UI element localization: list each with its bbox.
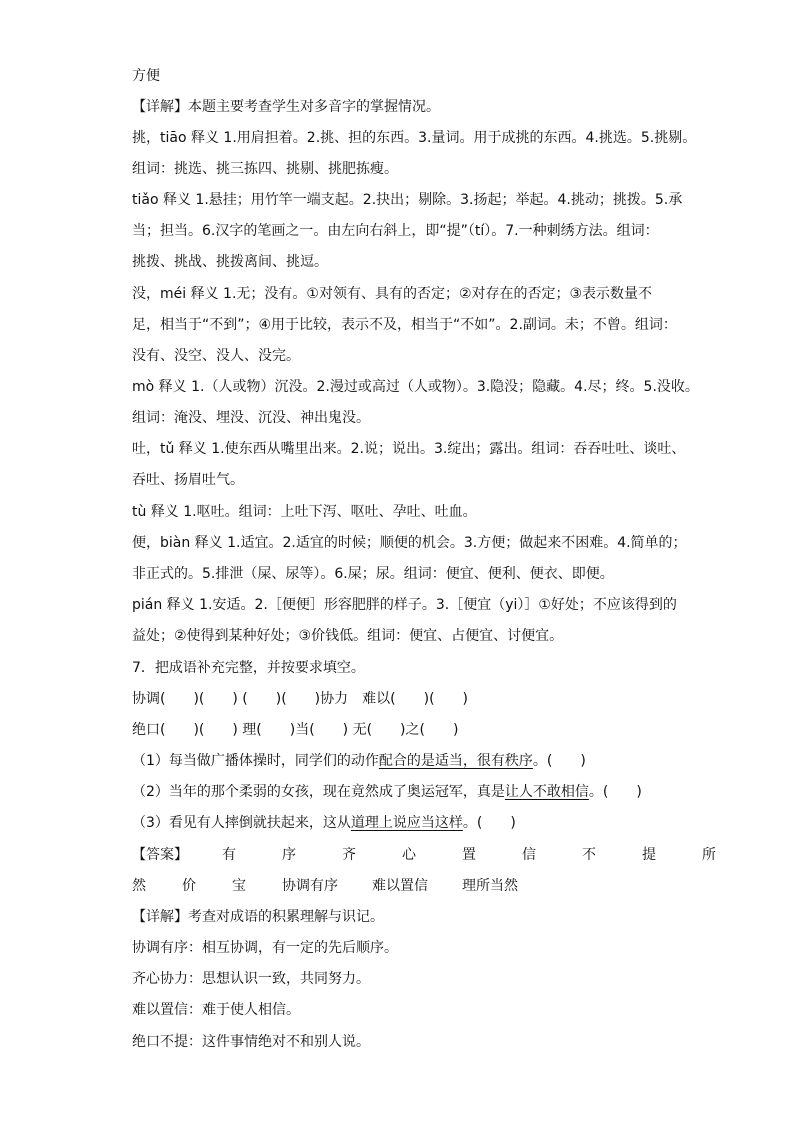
answer-idiom: 协调有序 — [282, 878, 338, 894]
idiom-explanation-1: 协调有序：相互协调，有一定的先后顺序。 — [132, 940, 398, 956]
idiom-explanation-3: 难以置信：难于使人相信。 — [132, 1002, 300, 1018]
answer-char: 有 — [222, 847, 236, 863]
line-15: tù 释义 1.呕吐。组词：上吐下泻、呕吐、孕吐、吐血。 — [132, 504, 477, 520]
answer-char: 心 — [402, 847, 416, 863]
q3-blank: 。( ) — [462, 815, 516, 831]
q3-text: （3）看见有人摔倒就扶起来，这从 — [132, 815, 351, 831]
line-9: 足，相当于“不到”；④用于比较，表示不及，相当于“不如”。2.副词。未；不曾。组词： — [132, 317, 677, 333]
answer-idiom: 难以置信 — [372, 878, 428, 894]
explanation-heading: 【详解】考查对成语的积累理解与识记。 — [132, 909, 384, 925]
answer-char: 然 — [132, 878, 146, 894]
line-5: tiǎo 释义 1.悬挂；用竹竿一端支起。2.抉出；剔除。3.扬起；举起。4.挑动；挑拨。5.承 — [132, 192, 683, 208]
q1-text: （1）每当做广播体操时，同学们的动作 — [132, 753, 379, 769]
answer-row-1 — [132, 845, 716, 865]
q2-underlined: 让人不敢相信 — [504, 784, 589, 800]
q2-text: （2）当年的那个柔弱的女孩，现在竟然成了奥运冠军，真是 — [132, 784, 505, 800]
idiom-blanks-row-1: 协调( )( ) ( )( )协力 难以( )( ) — [132, 691, 468, 707]
answer-label: 【答案】 — [132, 847, 188, 863]
answer-char: 所 — [702, 847, 716, 863]
line-14: 吞吐、扬眉吐气。 — [132, 472, 244, 488]
answer-char: 置 — [462, 847, 476, 863]
line-13: 吐，tǔ 释义 1.使东西从嘴里出来。2.说；说出。3.绽出；露出。组词：吞吞吐吐、谈吐、 — [132, 441, 686, 457]
answer-row-2 — [132, 876, 672, 896]
q1-underlined: 配合的是适当，很有秩序 — [378, 753, 533, 769]
line-10: 没有、没空、没人、没完。 — [132, 348, 300, 364]
q1-blank: 。( ) — [532, 753, 586, 769]
answer-idiom: 理所当然 — [462, 878, 518, 894]
q3-underlined: 道理上说应当这样 — [350, 815, 463, 831]
answer-char: 信 — [522, 847, 536, 863]
line-19: 益处；②使得到某种好处；③价钱低。组词：便宜、占便宜、讨便宜。 — [132, 628, 564, 644]
line-12: 组词：淹没、埋没、沉没、神出鬼没。 — [132, 410, 370, 426]
line-6: 当；担当。6.汉字的笔画之一。由左向右斜上，即“提”（tí）。7.一种刺绣方法。组词： — [132, 223, 659, 239]
answer-char: 价 — [182, 878, 196, 894]
line-1: 方便 — [132, 68, 160, 84]
sub-question-2 — [132, 782, 672, 802]
sub-question-3 — [132, 813, 672, 833]
answer-char: 宝 — [232, 878, 246, 894]
line-4: 组词：挑选、挑三拣四、挑剔、挑肥拣瘦。 — [132, 161, 398, 177]
sub-question-1 — [132, 751, 672, 771]
line-18: pián 释义 1.安适。2.［便便］形容肥胖的样子。3.［便宜（yi）］①好处；不应该得到的 — [132, 597, 677, 613]
idiom-blanks-row-2: 绝口( )( ) 理( )当( ) 无( )之( ) — [132, 722, 459, 738]
idiom-explanation-4: 绝口不提：这件事情绝对不和别人说。 — [132, 1034, 370, 1050]
line-3: 挑，tiāo 释义 1.用肩担着。2.挑、担的东西。3.量词。用于成挑的东西。4.挑选。5.挑剔。 — [132, 130, 697, 146]
answer-char: 不 — [582, 847, 596, 863]
idiom-explanation-2: 齐心协力：思想认识一致，共同努力。 — [132, 971, 370, 987]
answer-char: 齐 — [342, 847, 356, 863]
section-heading: 【详解】本题主要考查学生对多音字的掌握情况。 — [132, 99, 440, 115]
answer-char: 序 — [282, 847, 296, 863]
question-7-title: 7．把成语补充完整，并按要求填空。 — [132, 660, 365, 676]
line-11: mò 释义 1.（人或物）沉没。2.漫过或高过（人或物）。3.隐没；隐藏。4.尽；终。5.没收。 — [132, 379, 699, 395]
line-7: 挑拨、挑战、挑拨离间、挑逗。 — [132, 254, 328, 270]
q2-blank: 。( ) — [588, 784, 642, 800]
line-16: 便，biàn 释义 1.适宜。2.适宜的时候；顺便的机会。3.方便；做起来不困难。4.简单的； — [132, 535, 687, 551]
line-17: 非正式的。5.排泄（屎、尿等）。6.屎；尿。组词：便宜、便利、便衣、即便。 — [132, 566, 614, 582]
answer-char: 提 — [642, 847, 656, 863]
line-8: 没，méi 释义 1.无；没有。①对领有、具有的否定；②对存在的否定；③表示数量不 — [132, 286, 653, 302]
